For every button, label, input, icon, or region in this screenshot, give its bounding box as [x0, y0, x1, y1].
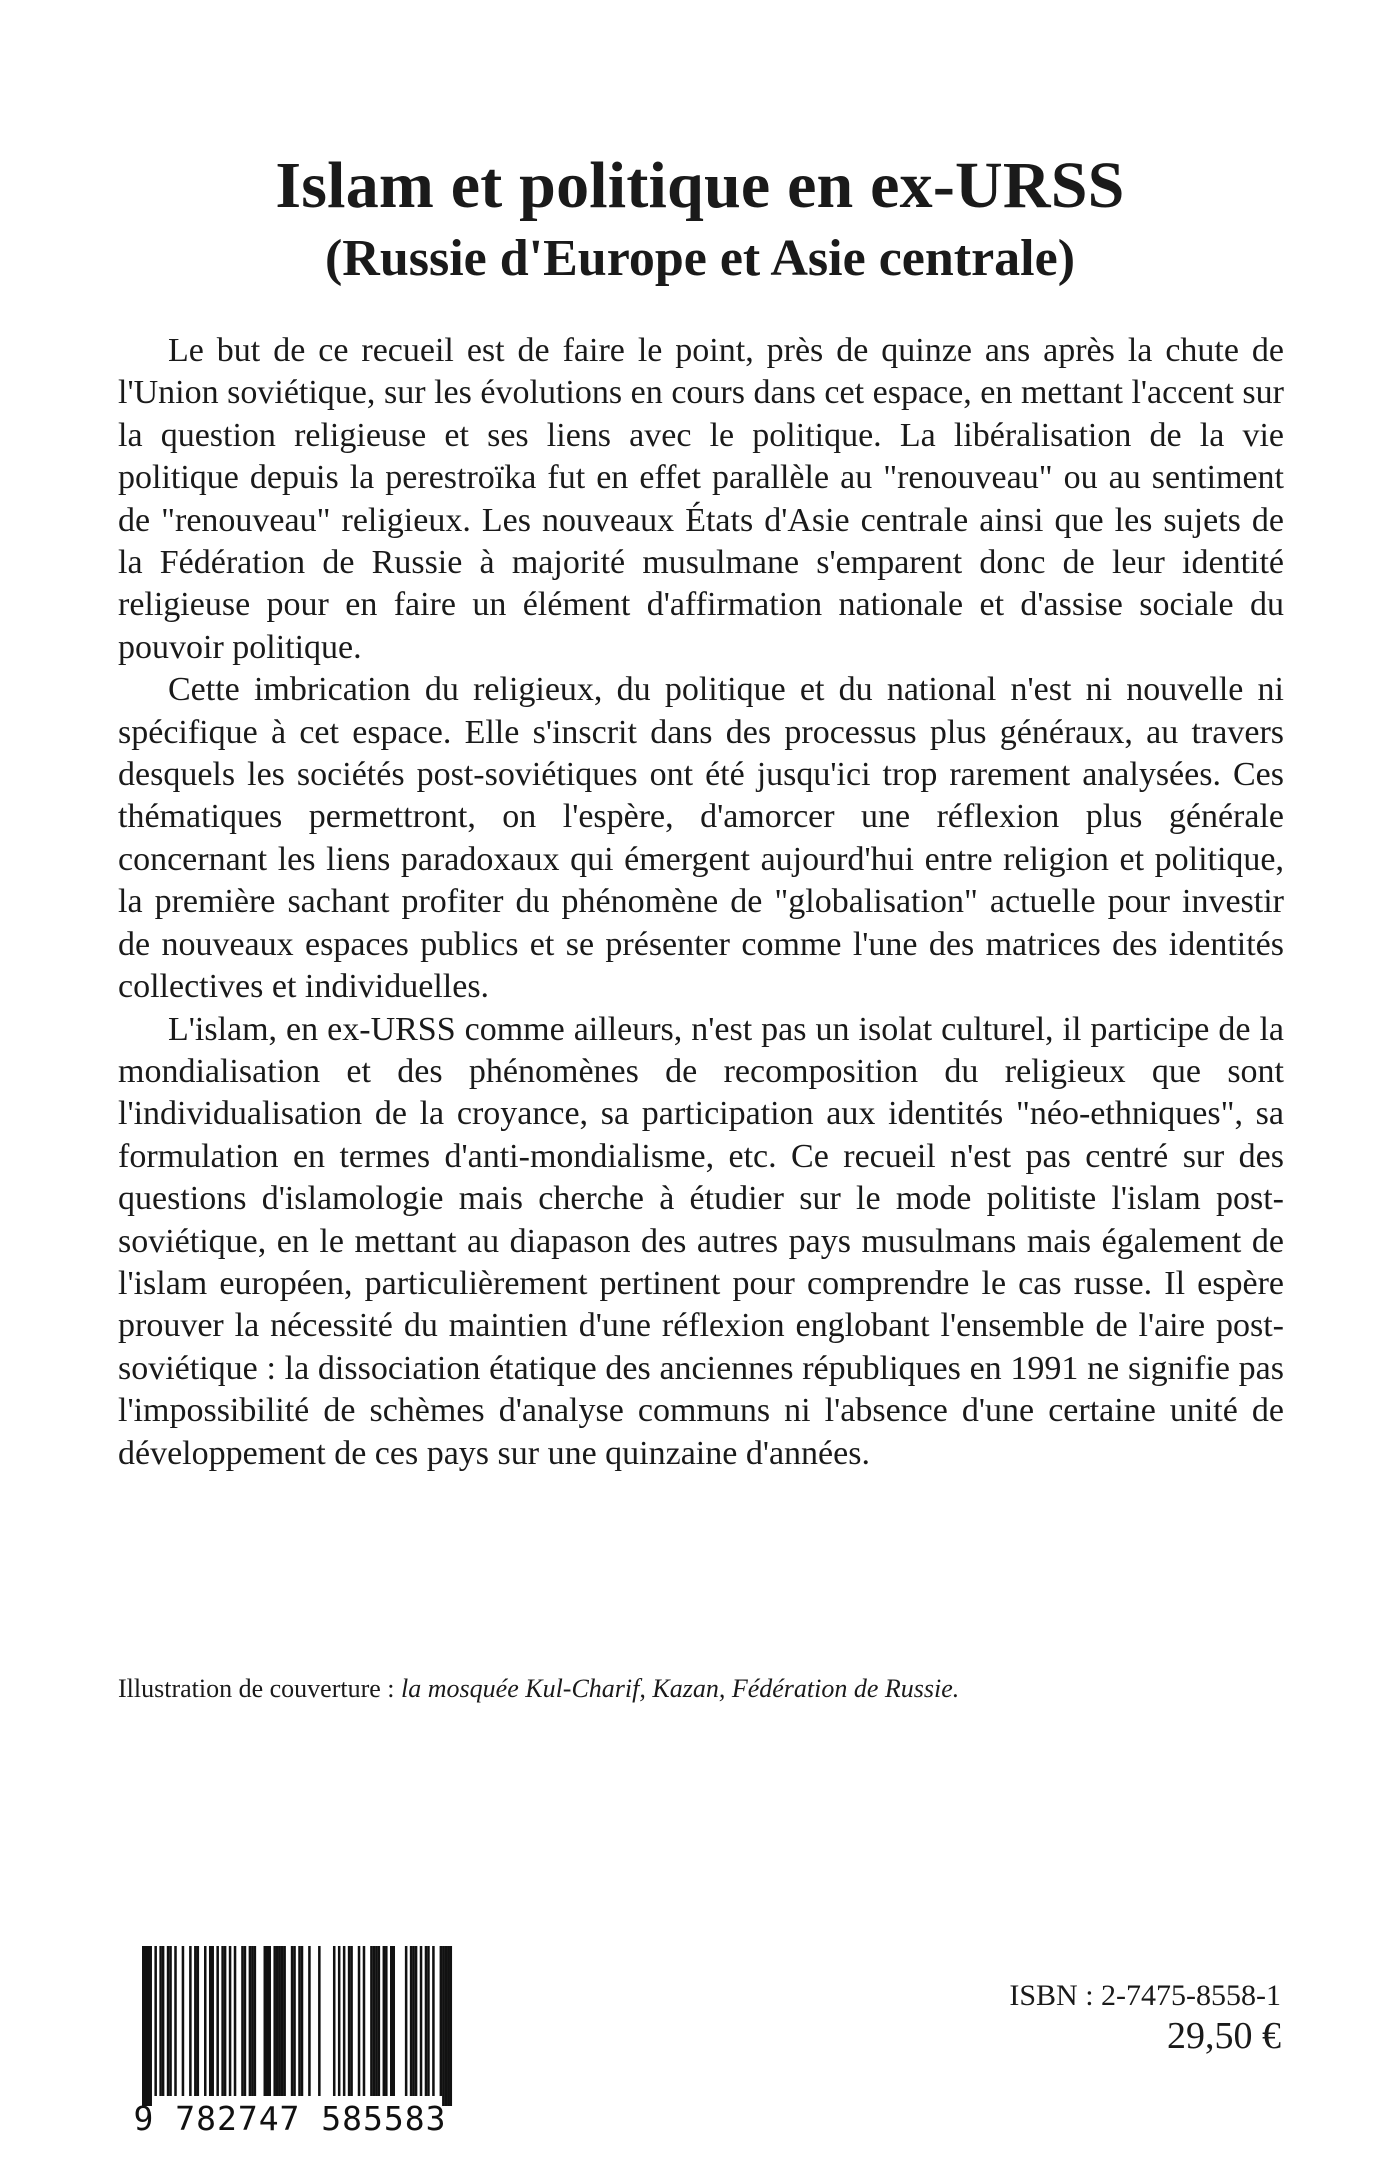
barcode-bar: [147, 1946, 150, 2106]
barcode-bar: [442, 1946, 445, 2106]
barcode-bar: [167, 1946, 170, 2096]
barcode-bar: [338, 1946, 341, 2096]
barcode-bar: [221, 1946, 224, 2096]
barcode-bar: [412, 1946, 415, 2096]
barcode-bar: [291, 1946, 294, 2096]
illustration-label: Illustration de couverture :: [118, 1674, 402, 1703]
barcode-bar: [189, 1946, 192, 2096]
barcode-bar: [241, 1946, 244, 2096]
barcode-bar: [348, 1946, 351, 2096]
barcode-bar: [333, 1946, 336, 2096]
barcode-bar: [209, 1946, 212, 2096]
barcode-bar: [385, 1946, 388, 2096]
barcode-bar: [373, 1946, 376, 2096]
barcode-bar: [169, 1946, 172, 2096]
barcode-graphic: [120, 1946, 460, 2136]
barcode-bar: [264, 1946, 267, 2096]
barcode-bar: [293, 1946, 296, 2096]
barcode-bar: [283, 1946, 286, 2096]
barcode-bar: [197, 1946, 200, 2096]
blurb: [118, 330, 1284, 1475]
barcode-bar: [378, 1946, 381, 2096]
barcode-bar: [425, 1946, 428, 2096]
barcode-bar: [350, 1946, 353, 2096]
barcode-digits: 9 782747 585583: [133, 2099, 447, 2136]
price: 29,50 €: [1167, 2015, 1281, 2057]
barcode-bar: [343, 1946, 346, 2096]
barcode: [120, 1946, 460, 2136]
barcode-bar: [174, 1946, 177, 2096]
barcode-bar: [159, 1946, 162, 2096]
barcode-bar: [415, 1946, 418, 2096]
blurb-paragraph-1: Le but de ce recueil est de faire le point, près de quinze ans après la chute de l'Union soviétique, sur les évolutions en cours dans cet espace, en mettant l'accent sur la question religieuse et ses liens avec le politique. La libéralisation de la vie politique depuis la perestroïka fut en effet parallèle au "renouveau" ou au sentiment de "renouveau" religieux. Les nouveaux États d'Asie centrale ainsi que les sujets de la Fédération de Russie à majorité musulmane s'emparent donc de leur identité religieuse pour en faire un élément d'affirmation nationale et d'assise sociale du pouvoir politique.: [118, 332, 1284, 666]
book-subtitle: (Russie d'Europe et Asie centrale): [324, 230, 1076, 287]
barcode-bar: [281, 1946, 284, 2096]
book-title: Islam et politique en ex-URSS: [275, 149, 1125, 222]
blurb-paragraph-2: Cette imbrication du religieux, du politique et du national n'est ni nouvelle ni spécifique à cet espace. Elle s'inscrit dans des processus plus généraux, au travers desquels les sociétés post-soviétiques ont été jusqu'ici trop rarement analysées. Ces thématiques permettront, on l'espère, d'amorcer une réflexion plus générale concernant les liens paradoxaux qui émergent aujourd'hui entre religion et politique, la première sachant profiter du phénomène de "globalisation" actuelle pour investir de nouveaux espaces publics et se présenter comme l'une des matrices des identités collectives et individuelles.: [118, 671, 1284, 1006]
barcode-bar: [420, 1946, 423, 2096]
barcode-bar: [142, 1946, 145, 2106]
barcode-bar: [432, 1946, 435, 2096]
barcode-bar: [318, 1946, 321, 2096]
barcode-bar: [363, 1946, 366, 2096]
barcode-bar: [308, 1946, 311, 2096]
barcode-bar: [154, 1946, 157, 2096]
barcode-bar: [410, 1946, 413, 2096]
barcode-bar: [276, 1946, 279, 2096]
barcode-bar: [194, 1946, 197, 2096]
barcode-bar: [144, 1946, 147, 2106]
barcode-bar: [162, 1946, 165, 2096]
barcode-bar: [273, 1946, 276, 2096]
barcode-bar: [298, 1946, 301, 2096]
barcode-bar: [249, 1946, 252, 2096]
barcode-bar: [251, 1946, 254, 2096]
barcode-bar: [390, 1946, 393, 2096]
barcode-bar: [254, 1946, 257, 2096]
barcode-bar: [216, 1946, 219, 2096]
barcode-bar: [358, 1946, 361, 2096]
barcode-bar: [370, 1946, 373, 2096]
barcode-bar: [450, 1946, 453, 2106]
barcode-bar: [266, 1946, 269, 2096]
barcode-bar: [445, 1946, 448, 2106]
illustration-credit: [118, 1672, 1284, 1706]
isbn: ISBN : 2-7475-8558-1: [1009, 1979, 1281, 2012]
isbn-price-block: [1009, 1978, 1281, 2058]
barcode-bar: [149, 1946, 152, 2106]
barcode-bar: [182, 1946, 185, 2096]
barcode-bar: [392, 1946, 395, 2096]
barcode-bar: [229, 1946, 232, 2096]
barcode-bar: [427, 1946, 430, 2096]
barcode-bar: [224, 1946, 227, 2096]
barcode-bar: [234, 1946, 237, 2096]
barcode-bar: [440, 1946, 443, 2096]
barcode-bar: [268, 1946, 271, 2096]
barcode-bar: [447, 1946, 450, 2106]
blurb-paragraph-3: L'islam, en ex-URSS comme ailleurs, n'est pas un isolat culturel, il participe de la mondialisation et des phénomènes de recomposition du religieux que sont l'individualisation de la croyance, sa participation aux identités "néo-ethniques", sa formulation en termes d'anti-mondialisme, etc. Ce recueil n'est pas centré sur des questions d'islamologie mais cherche à étudier sur le mode politiste l'islam post-soviétique, en le mettant au diapason des autres pays musulmans mais également de l'islam européen, particulièrement pertinent pour comprendre le cas russe. Il espère prouver la nécessité du maintien d'une réflexion englobant l'ensemble de l'aire post-soviétique : la dissociation étatique des anciennes républiques en 1991 ne signifie pas l'impossibilité de schèmes d'analyse communs ni l'absence d'une certaine unité de développement de ces pays sur une quinzaine d'années.: [118, 1010, 1284, 1472]
barcode-bar: [301, 1946, 304, 2096]
illustration-caption: la mosquée Kul-Charif, Kazan, Fédération de Russie.: [401, 1674, 960, 1703]
barcode-bar: [244, 1946, 247, 2096]
barcode-bar: [204, 1946, 207, 2096]
barcode-bar: [375, 1946, 378, 2096]
barcode-bar: [383, 1946, 386, 2096]
barcode-bar: [211, 1946, 214, 2096]
barcode-bar: [278, 1946, 281, 2096]
barcode-bar: [405, 1946, 408, 2096]
